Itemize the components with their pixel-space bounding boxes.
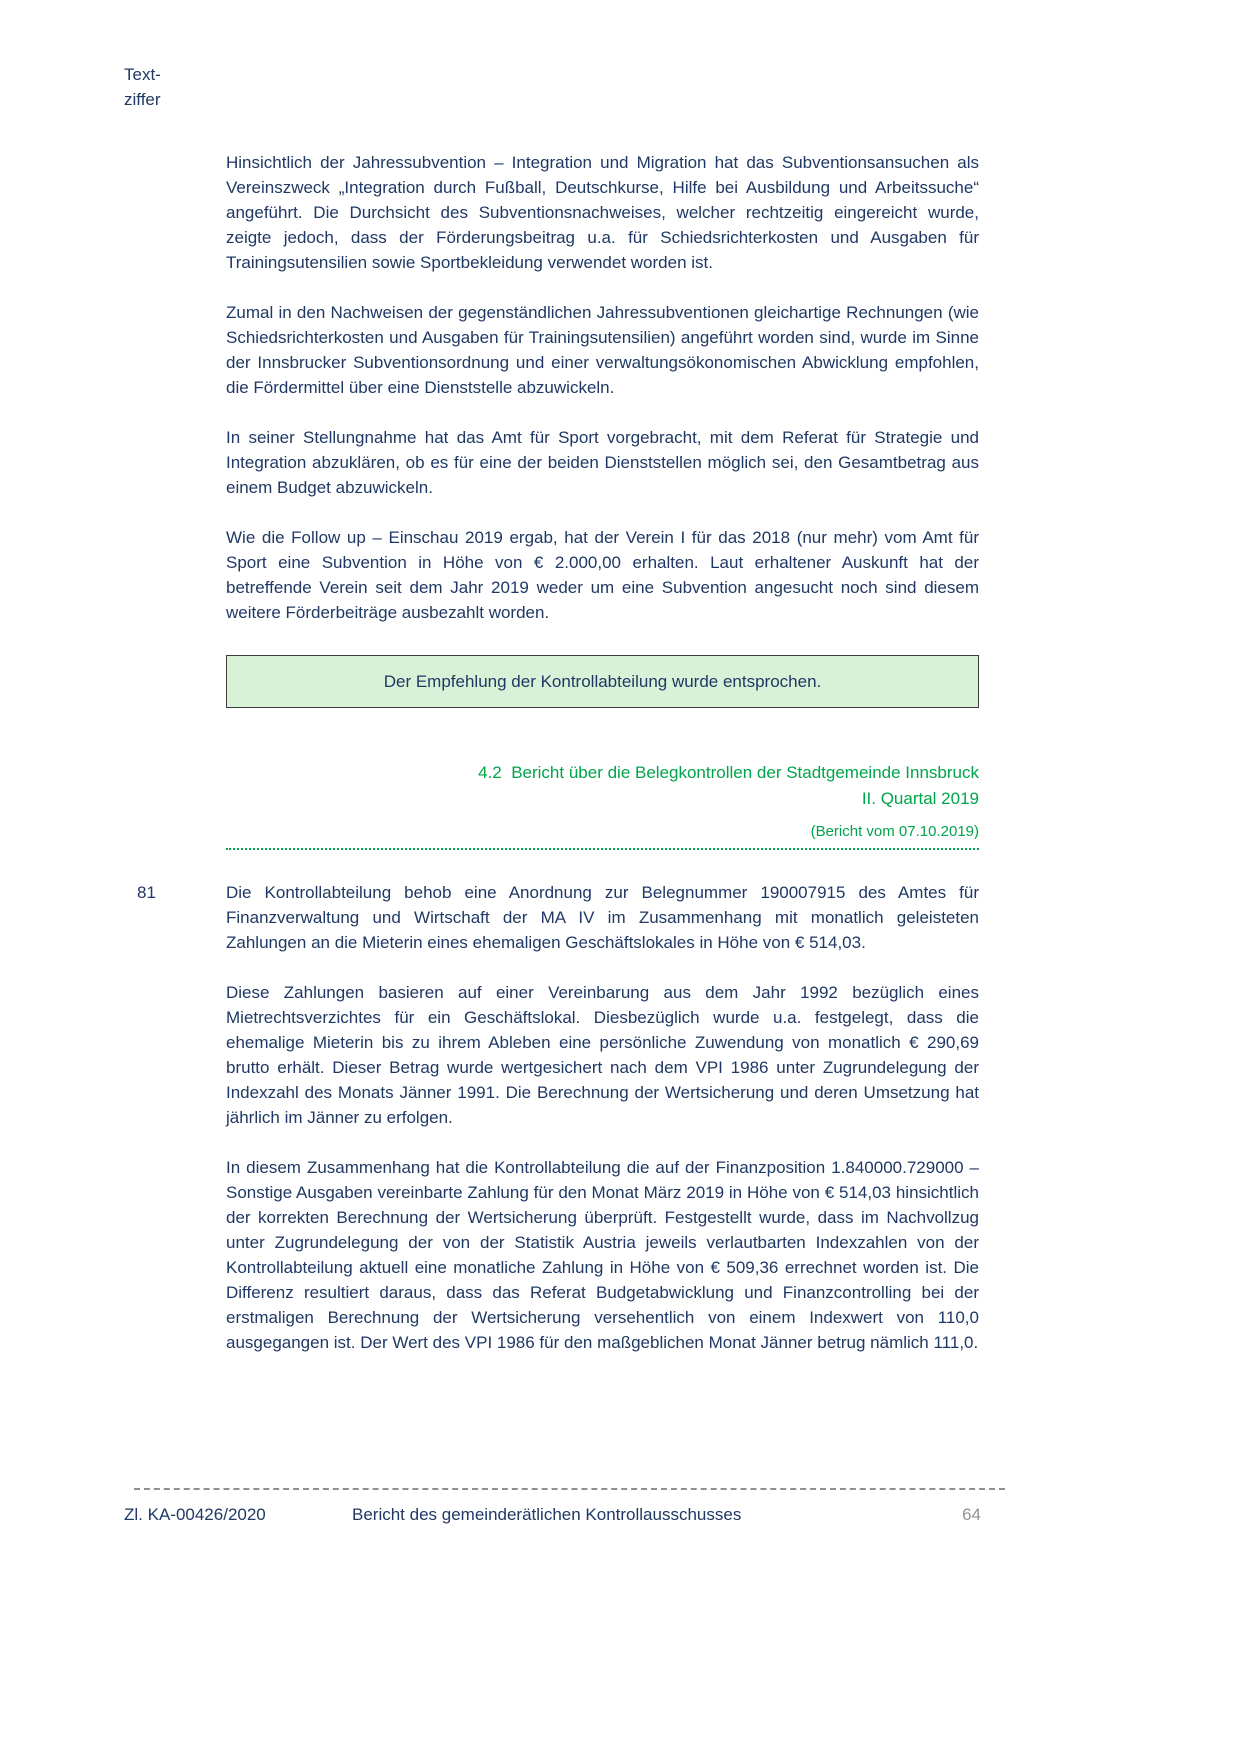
document-body: [137, 150, 979, 1380]
recommendation-result-text: Der Empfehlung der Kontrollabteilung wurde entsprochen.: [383, 672, 822, 691]
paragraph-beleg-3: In diesem Zusammenhang hat die Kontrollabteilung die auf der Finanzposition 1.840000.729000 – Sonstige Ausgaben vereinbarte Zahlung für den Monat März 2019 in Höhe von € 514,03 hinsichtlich der korrekten Berechnung der Wertsicherung überprüft. Festgestellt wurde, dass im Nachvollzug unter Zugrundelegung der von der Statistik Austria jeweils verlautbarten Indexzahlen von der Kontrollabteilung aktuell eine monatliche Zahlung in Höhe von € 509,36 errechnet worden ist. Die Differenz resultiert daraus, dass das Referat Budgetabwicklung und Finanzcontrolling bei der erstmaligen Berechnung der Wertsicherung versehentlich von einem Indexwert von 110,0 ausgegangen ist. Der Wert des VPI 1986 für den maßgeblichen Monat Jänner betrug nämlich 111,0.: [226, 1158, 979, 1352]
paragraph-subvention-3: In seiner Stellungnahme hat das Amt für Sport vorgebracht, mit dem Referat für Strategie und Integration abzuklären, ob es für eine der beiden Dienststellen möglich sei, den Gesamtbetrag aus einem Budget abzuwickeln.: [226, 428, 979, 497]
textziffer-column-label: [124, 62, 161, 112]
section-heading-line2: II. Quartal 2019: [861, 789, 979, 808]
footer-reference-number: Zl. KA-00426/2020: [124, 1505, 266, 1524]
footer-dashed-divider: [134, 1488, 1005, 1490]
section-dotted-divider: [226, 848, 979, 850]
recommendation-result-box: [226, 655, 979, 708]
footer-report-title: Bericht des gemeinderätlichen Kontrollausschusses: [352, 1505, 742, 1524]
paragraph-subvention-4: Wie die Follow up – Einschau 2019 ergab, hat der Verein I für das 2018 (nur mehr) vom Amt für Sport eine Subvention in Höhe von € 2.000,00 erhalten. Laut erhaltener Auskunft hat der betreffende Verein seit dem Jahr 2019 weder um eine Subvention angesucht noch sind diesem weitere Förderbeiträge ausbezahlt worden.: [226, 528, 979, 622]
paragraph-beleg-1: Die Kontrollabteilung behob eine Anordnung zur Belegnummer 190007915 des Amtes für Finanzverwaltung und Wirtschaft der MA IV im Zusammenhang mit monatlich geleisteten Zahlungen an die Mieterin eines ehemaligen Geschäftslokales in Höhe von € 514,03.: [226, 883, 979, 952]
textziffer-label-line1: Text-: [124, 65, 161, 84]
textziffer-number: 81: [137, 883, 156, 902]
paragraph-beleg-2: Diese Zahlungen basieren auf einer Vereinbarung aus dem Jahr 1992 bezüglich eines Mietrechtsverzichtes für ein Geschäftslokal. Diesbezüglich wurde u.a. festgelegt, dass die ehemalige Mieterin bis zu ihrem Ableben eine persönliche Zuwendung von monatlich € 290,69 brutto erhält. Dieser Betrag wurde wertgesichert nach dem VPI 1986 unter Zugrundelegung der Indexzahl des Monats Jänner 1991. Die Berechnung der Wertsicherung und deren Umsetzung hat jährlich im Jänner zu erfolgen.: [226, 983, 979, 1127]
paragraph-subvention-1: Hinsichtlich der Jahressubvention – Integration und Migration hat das Subventionsansuchen als Vereinszweck „Integration durch Fußball, Deutschkurse, Hilfe bei Ausbildung und Arbeitssuche“ angeführt. Die Durchsicht des Subventionsnachweises, welcher rechtzeitig eingereicht wurde, zeigte jedoch, dass der Förderungsbeitrag u.a. für Schiedsrichterkosten und Ausgaben für Trainingsutensilien sowie Sportbekleidung verwendet worden ist.: [226, 153, 979, 272]
paragraph-subvention-2: Zumal in den Nachweisen der gegenständlichen Jahressubventionen gleichartige Rechnungen (wie Schiedsrichterkosten und Ausgaben für Trainingsutensilien) angeführt worden sind, wurde im Sinne der Innsbrucker Subventionsordnung und einer verwaltungsökonomischen Abwicklung empfohlen, die Fördermittel über eine Dienststelle abzuwickeln.: [226, 303, 979, 397]
footer-page-number: 64: [962, 1505, 981, 1524]
section-heading-line1: 4.2 Bericht über die Belegkontrollen der Stadtgemeinde Innsbruck: [478, 763, 979, 782]
report-date-note: (Bericht vom 07.10.2019): [810, 823, 979, 840]
textziffer-label-line2: ziffer: [124, 90, 161, 109]
textziffer-81-block: [137, 880, 979, 1355]
section-heading: [226, 760, 979, 812]
